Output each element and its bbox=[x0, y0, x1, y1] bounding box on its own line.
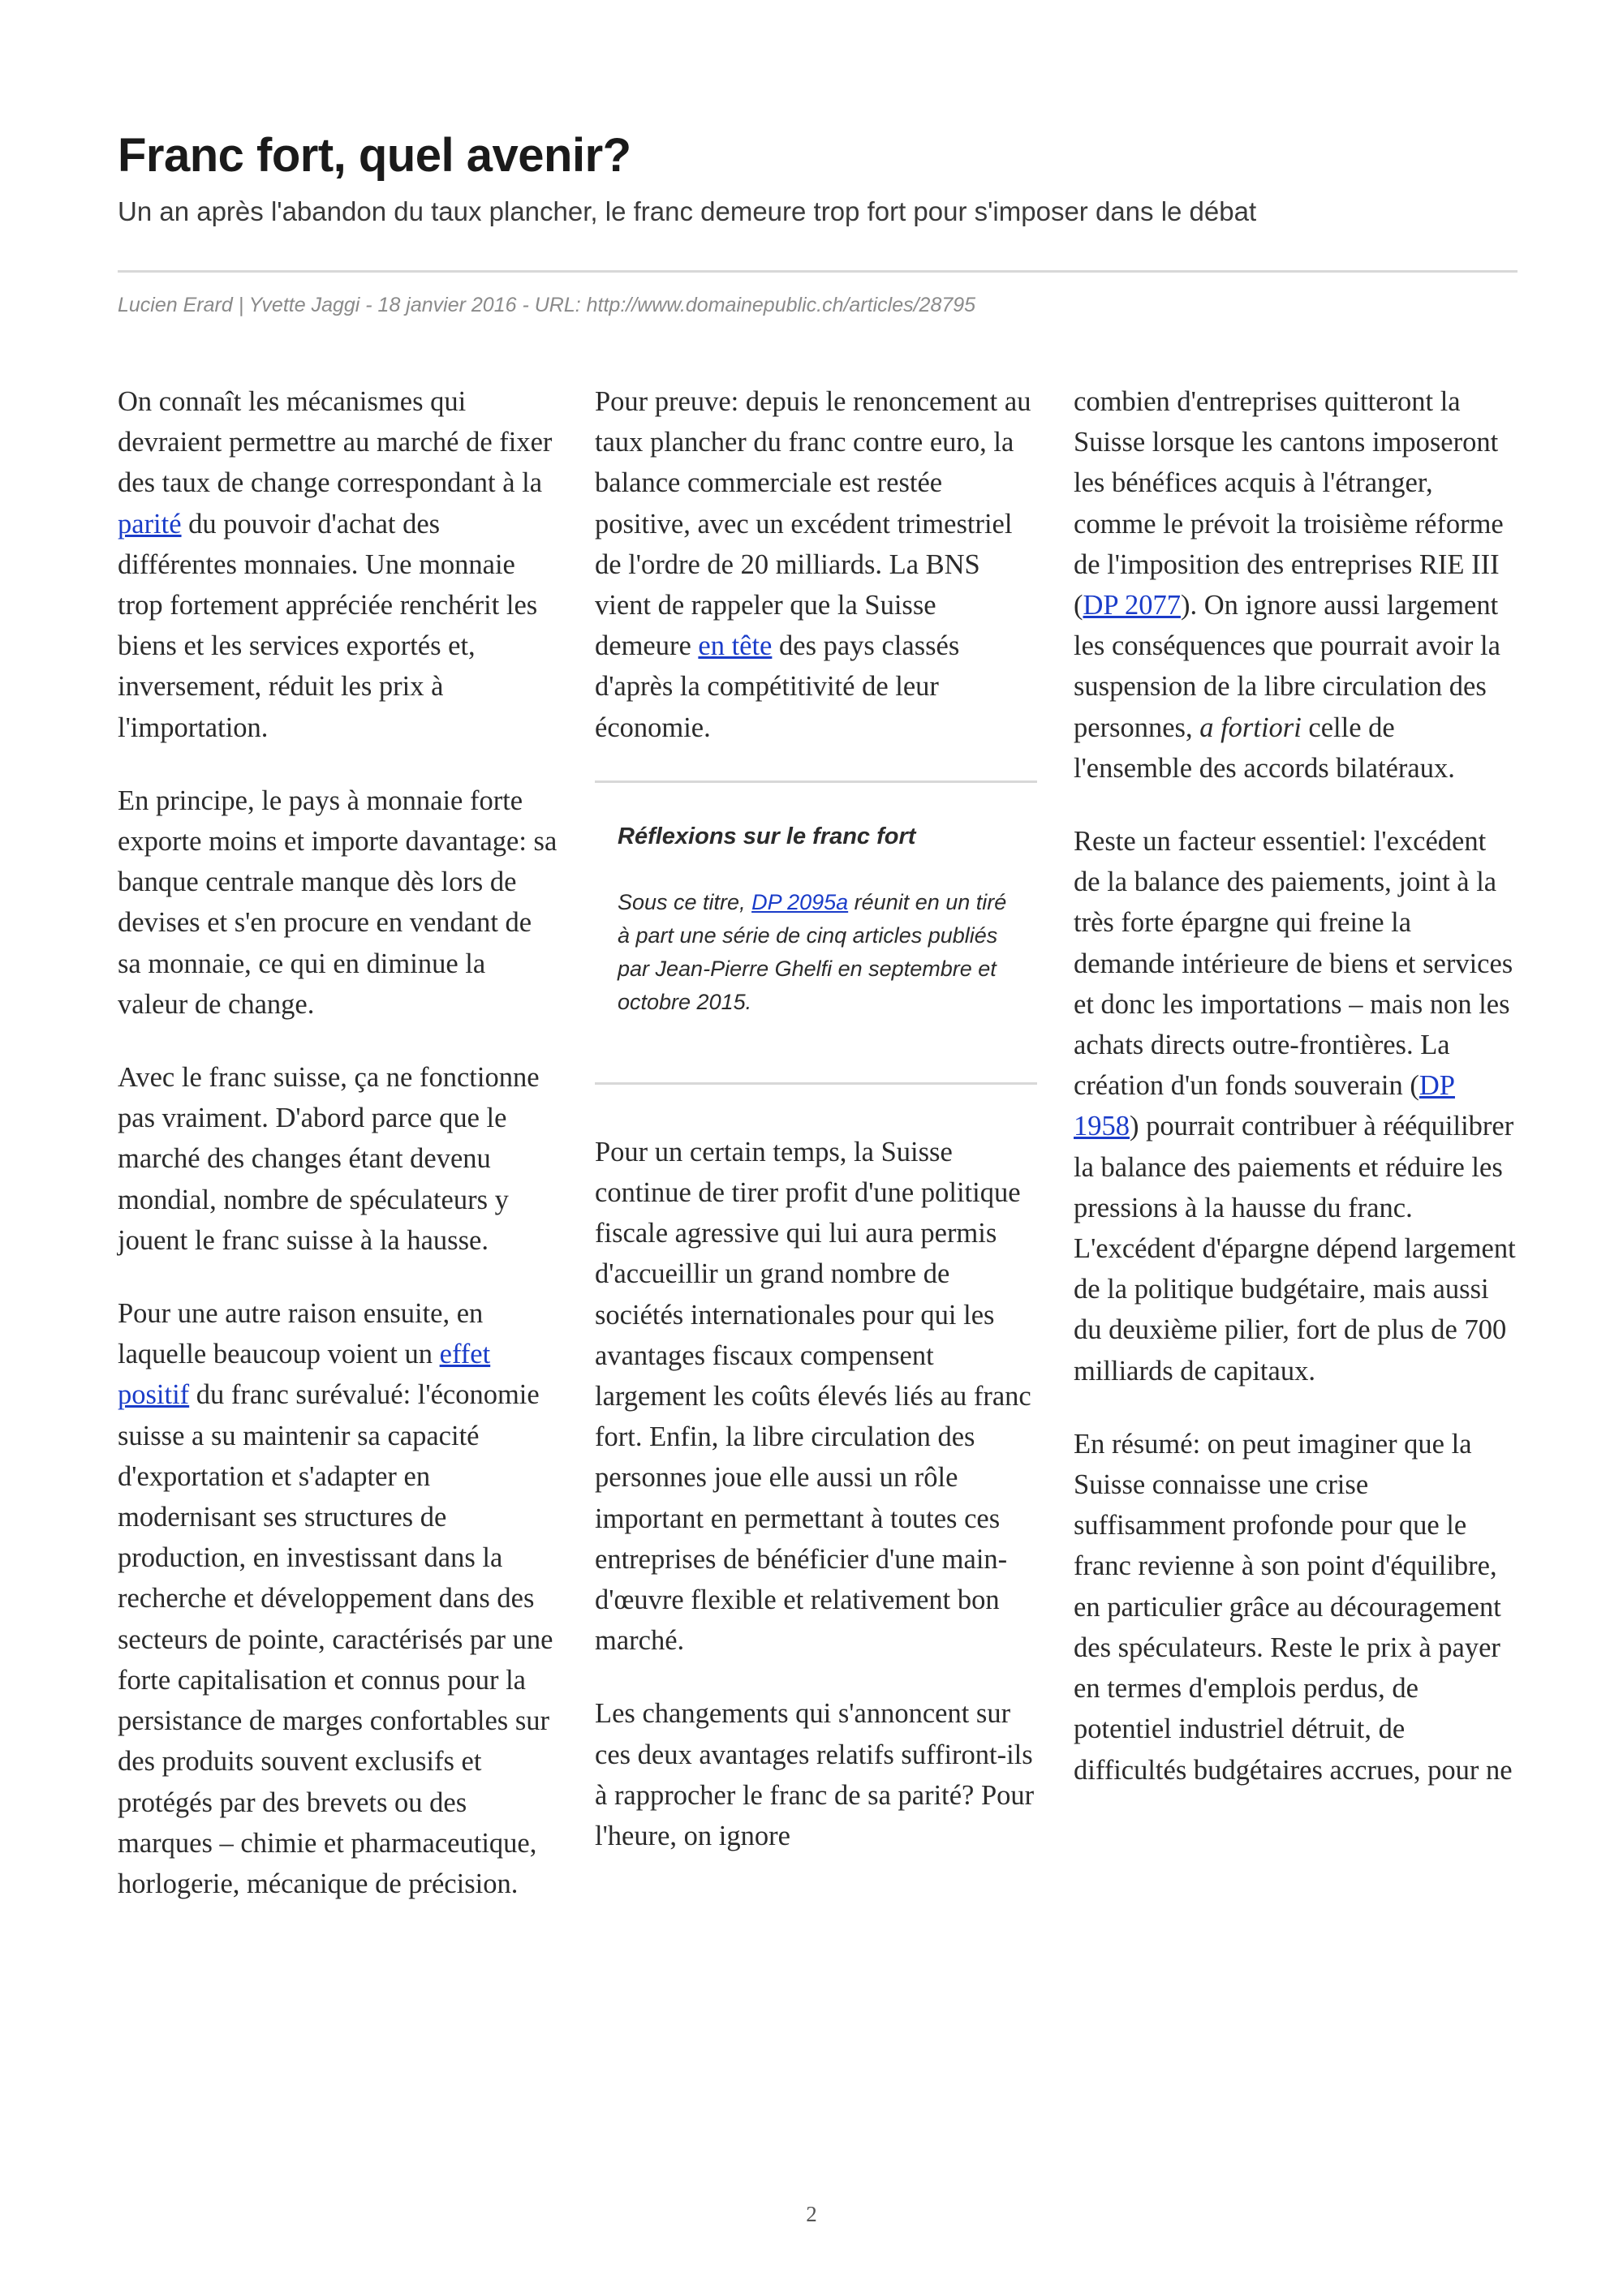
sidebar-box-text bbox=[618, 886, 1014, 1019]
paragraph-4-text-b: du franc surévalué: l'économie suisse a su maintenir sa capacité d'exportation et s'adapter en modernisant ses structures de production, en investissant dans la recherche et développement dans des secteurs de pointe, caractérisés par une forte capitalisation et connus pour la persistance de marges confortables sur des produits souvent exclusifs et protégés par des brevets ou des marques – chimie et pharmaceutique, horlogerie, mécanique de précision. bbox=[118, 1379, 553, 1899]
sidebar-box bbox=[595, 780, 1037, 1085]
paragraph-9-text-a: Reste un facteur essentiel: l'excédent de la balance des paiements, joint à la très forte épargne qui freine la demande intérieure de biens et services et donc les importations – mais non les achats directs outre-frontières. La création d'un fonds souverain ( bbox=[1074, 826, 1513, 1102]
paragraph-2: En principe, le pays à monnaie forte exporte moins et importe davantage: sa banque centrale manque dès lors de devises et s'en procure en vendant de sa monnaie, ce qui en diminue la valeur de change. bbox=[118, 785, 558, 1020]
link-effet-positif[interactable]: effet positif bbox=[118, 1339, 491, 1411]
paragraph-9 bbox=[1074, 821, 1516, 1391]
paragraph-7: Les changements qui s'annoncent sur ces deux avantages relatifs suffiront-ils à rapprocher le franc de sa parité? Pour l'heure, on ignore bbox=[595, 1698, 1035, 1852]
paragraph-1 bbox=[118, 381, 560, 748]
link-dp-1958[interactable]: DP 1958 bbox=[1074, 1070, 1455, 1142]
paragraph-1-text-a: On connaît les mécanismes qui devraient permettre au marché de fixer des taux de change correspondant à la bbox=[118, 386, 553, 499]
link-en-tete[interactable]: en tête bbox=[698, 630, 773, 662]
article-subtitle: Un an après l'abandon du taux plancher, le franc demeure trop fort pour s'imposer dans le débat bbox=[118, 196, 1257, 226]
article-title: Franc fort, quel avenir? bbox=[118, 129, 631, 182]
paragraph-8-text-b: ). On ignore aussi largement les conséquences que pourrait avoir la suspension de la libre circulation des personnes, bbox=[1074, 590, 1500, 743]
paragraph-10: En résumé: on peut imaginer que la Suisse connaisse une crise suffisamment profonde pour que le franc revienne à son point d'équilibre, en particulier grâce au découragement des spéculateurs. Reste le prix à payer en termes d'emplois perdus, de potentiel industriel détruit, de difficultés budgétaires accrues, pour ne bbox=[1074, 1428, 1513, 1786]
sidebar-box-title: Réflexions sur le franc fort bbox=[618, 823, 916, 849]
paragraph-4 bbox=[118, 1293, 560, 1904]
column-2 bbox=[595, 381, 1037, 1889]
paragraph-8-text-c: celle de l'ensemble des accords bilatéraux. bbox=[1074, 712, 1455, 784]
paragraph-5-text-a: Pour preuve: depuis le renoncement au taux plancher du franc contre euro, la balance commerciale est restée positive, avec un excédent trimestriel de l'ordre de 20 milliards. La BNS vient de rappeler que la Suisse demeure bbox=[595, 386, 1031, 662]
paragraph-8-emphasis: a fortiori bbox=[1199, 712, 1302, 743]
sidebar-box-text-b: réunit en un tiré à part une série de cinq articles publiés par Jean-Pierre Ghelfi en septembre et octobre 2015. bbox=[618, 889, 1007, 1014]
article-byline: Lucien Erard | Yvette Jaggi - 18 janvier 2016 - URL: http://www.domainepublic.ch/articles/28795 bbox=[118, 294, 976, 316]
paragraph-6: Pour un certain temps, la Suisse continue de tirer profit d'une politique fiscale agressive qui lui aura permis d'accueillir un grand nombre de sociétés internationales pour qui les avantages fiscaux compensent largement les coûts élevés liés au franc fort. Enfin, la libre circulation des personnes joue elle aussi un rôle important en permettant à toutes ces entreprises de bénéficier d'une main-d'œuvre flexible et relativement bon marché. bbox=[595, 1136, 1031, 1657]
column-1 bbox=[118, 381, 560, 1937]
paragraph-3: Avec le franc suisse, ça ne fonctionne pas vraiment. D'abord parce que le marché des changes étant devenu mondial, nombre de spéculateurs y jouent le franc suisse à la hausse. bbox=[118, 1062, 540, 1256]
column-3 bbox=[1074, 381, 1516, 1823]
page-number: 2 bbox=[806, 2202, 817, 2226]
link-dp-2095a[interactable]: DP 2095a bbox=[751, 889, 849, 914]
paragraph-9-text-b: ) pourrait contribuer à rééquilibrer la balance des paiements et réduire les pressions à la hausse du franc. L'excédent d'épargne dépend largement de la politique budgétaire, mais aussi du deuxième pilier, fort de plus de 700 milliards de capitaux. bbox=[1074, 1111, 1516, 1387]
header-divider bbox=[118, 270, 1518, 273]
paragraph-4-text-a: Pour une autre raison ensuite, en laquelle beaucoup voient un bbox=[118, 1298, 484, 1370]
paragraph-1-text-b: du pouvoir d'achat des différentes monnaies. Une monnaie trop fortement appréciée renchérit les biens et les services exportés et, inversement, réduit les prix à l'importation. bbox=[118, 508, 538, 743]
paragraph-8-text-a: combien d'entreprises quitteront la Suisse lorsque les cantons imposeront les bénéfices acquis à l'étranger, comme le prévoit la troisième réforme de l'imposition des entreprises RIE III ( bbox=[1074, 386, 1504, 621]
sidebar-box-text-a: Sous ce titre, bbox=[618, 889, 752, 914]
link-parite[interactable]: parité bbox=[118, 508, 182, 540]
paragraph-5-text-b: des pays classés d'après la compétitivité de leur économie. bbox=[595, 630, 960, 743]
paragraph-8 bbox=[1074, 381, 1516, 789]
paragraph-5 bbox=[595, 381, 1037, 748]
link-dp-2077[interactable]: DP 2077 bbox=[1083, 590, 1181, 621]
